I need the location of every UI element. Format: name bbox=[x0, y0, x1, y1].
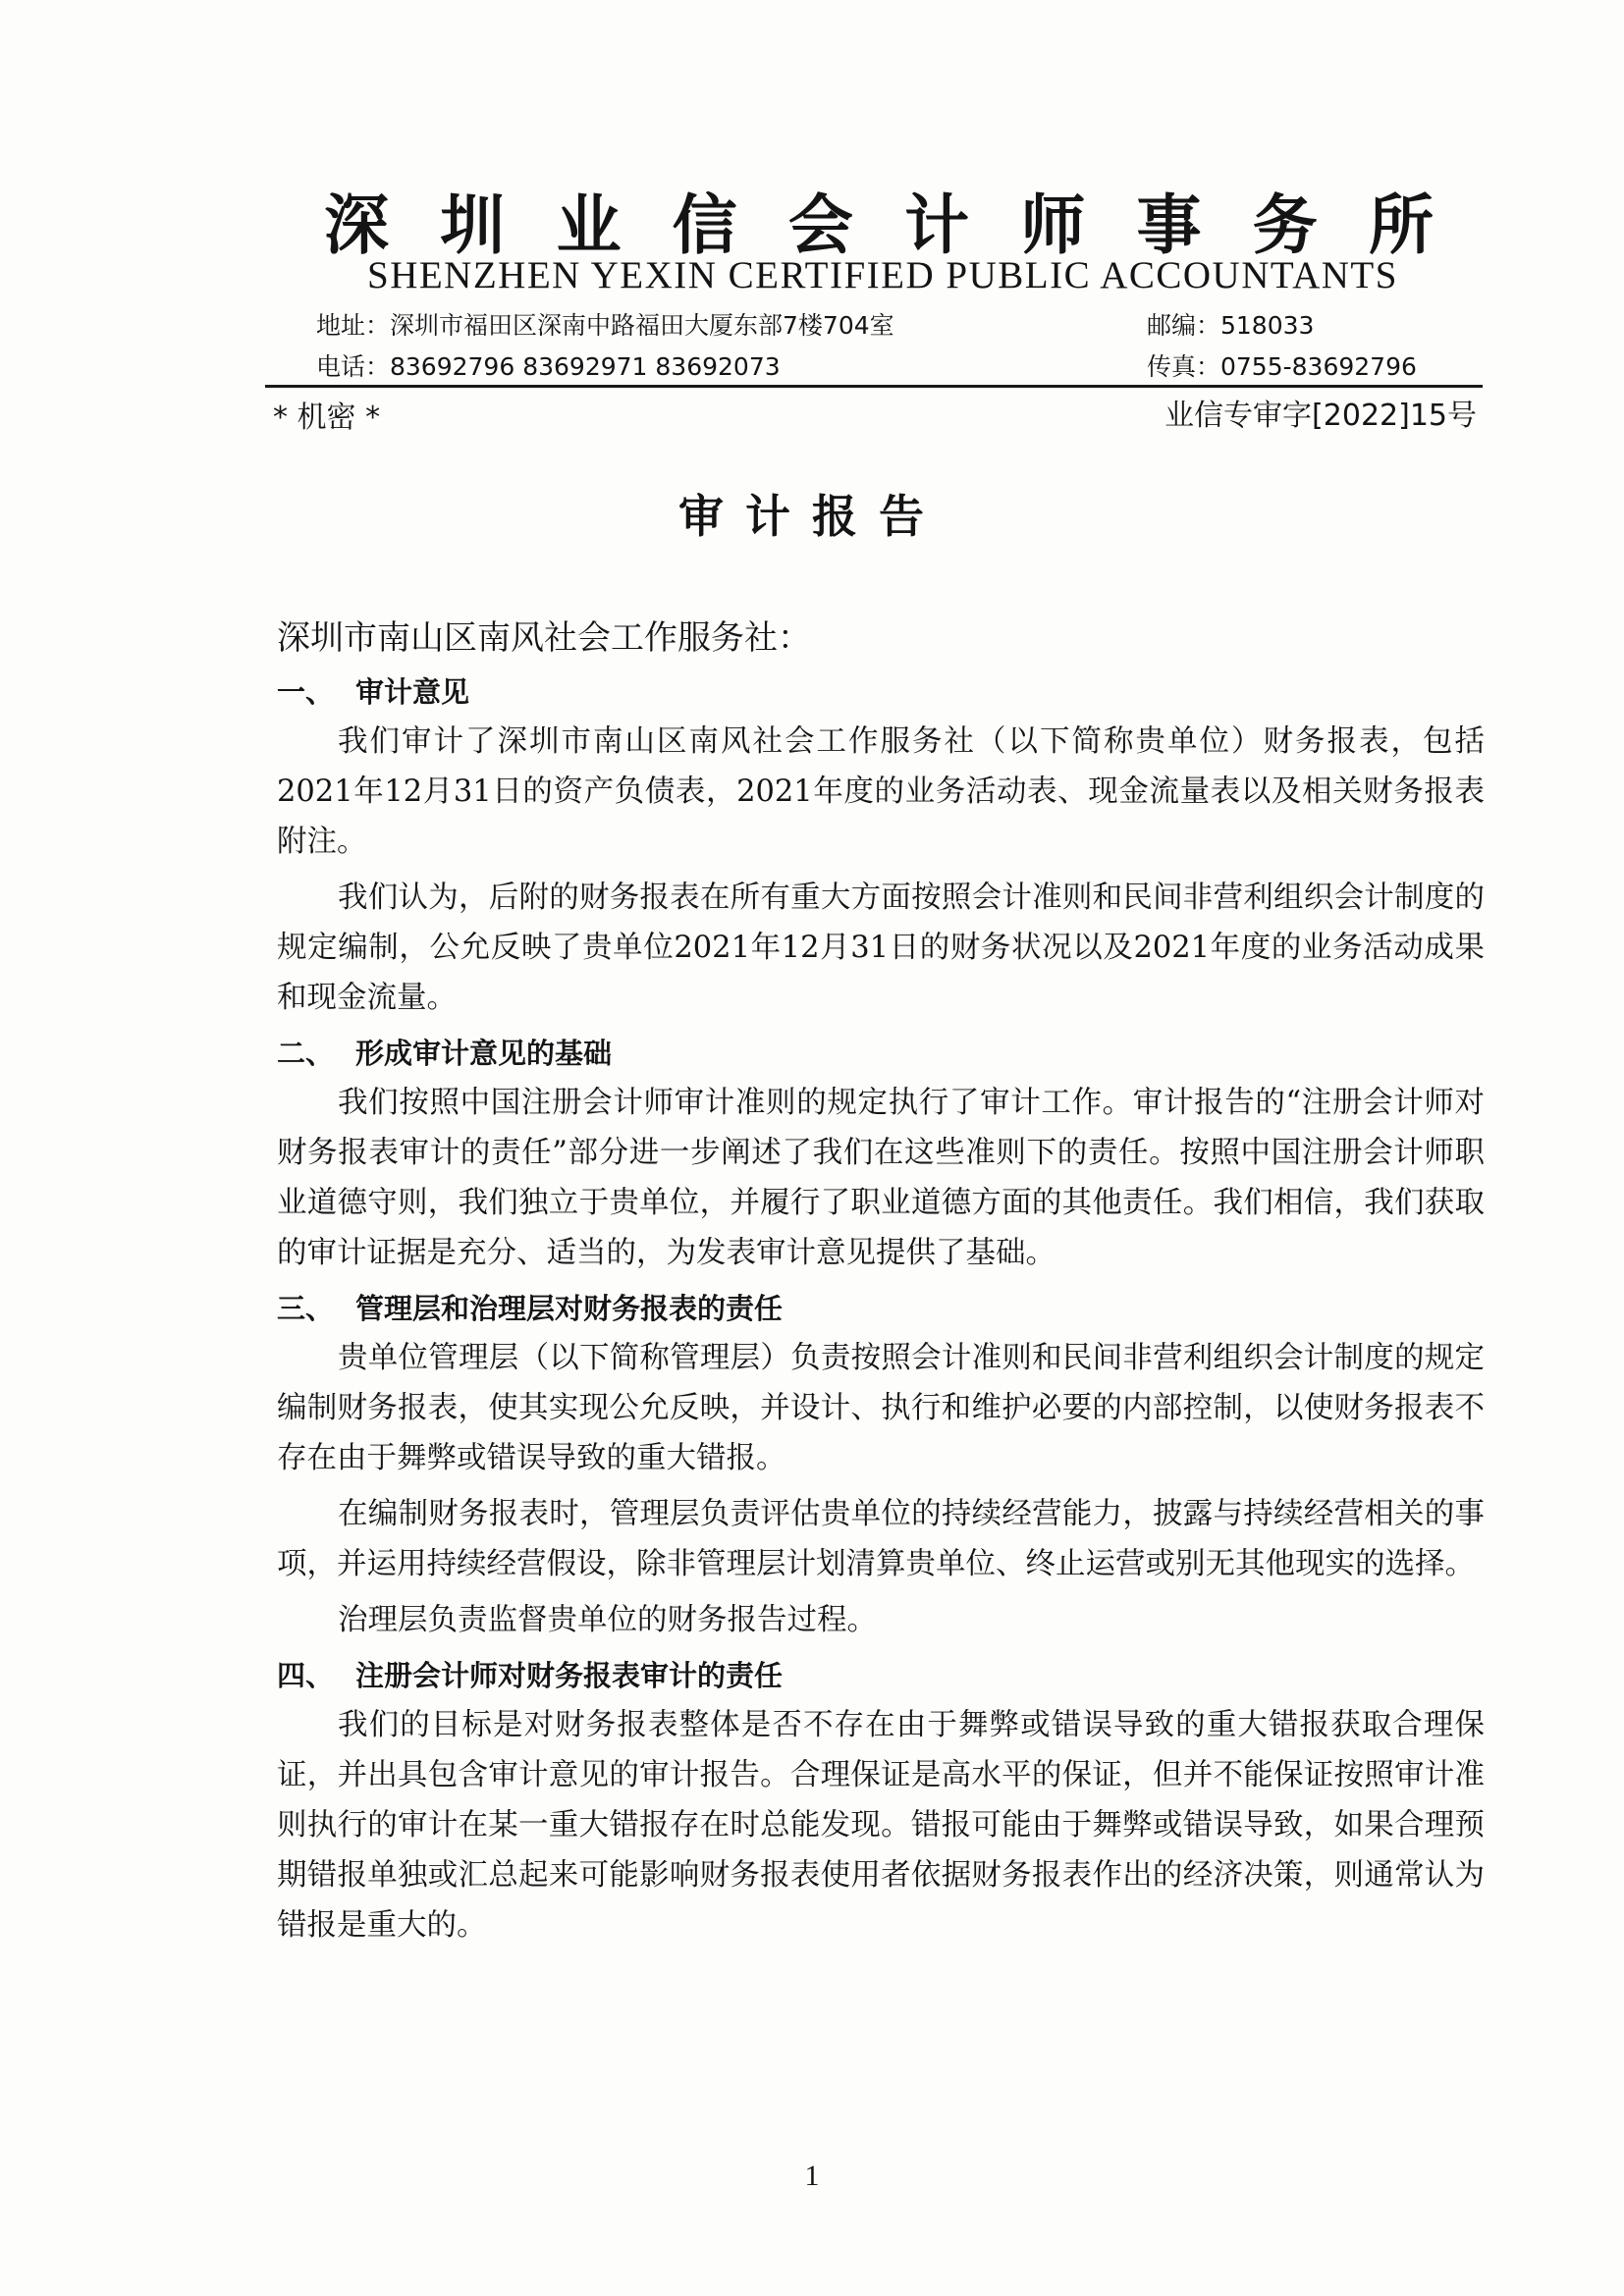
firm-phone: 电话：83692796 83692971 83692073 bbox=[316, 352, 781, 381]
page-number: 1 bbox=[804, 2160, 820, 2192]
firm-name-char: 师 bbox=[1020, 186, 1086, 263]
section-heading bbox=[277, 1029, 1485, 1078]
section-number: 三、 bbox=[277, 1292, 335, 1325]
section-heading bbox=[277, 1284, 1485, 1333]
firm-name-chinese bbox=[324, 175, 1434, 263]
body-paragraph: 我们的目标是对财务报表整体是否不存在由于舞弊或错误导致的重大错报获取合理保证，并出具包含审计意见的审计报告。合理保证是高水平的保证，但并不能保证按照审计准则执行的审计在某一重大错报存在时总能发现。错报可能由于舞弊或错误导致，如果合理预期错报单独或汇总起来可能影响财务报表使用者依据财务报表作出的经济决策，则通常认为错报是重大的。 bbox=[277, 1708, 1485, 1943]
section-title: 形成审计意见的基础 bbox=[355, 1037, 613, 1070]
body-paragraph: 在编制财务报表时，管理层负责评估贵单位的持续经营能力，披露与持续经营相关的事项，并运用持续经营假设，除非管理层计划清算贵单位、终止运营或别无其他现实的选择。 bbox=[277, 1497, 1485, 1581]
firm-name-char: 圳 bbox=[440, 186, 506, 263]
body-paragraph: 治理层负责监督贵单位的财务报告过程。 bbox=[338, 1603, 877, 1637]
firm-fax: 传真：0755-83692796 bbox=[1147, 352, 1417, 381]
section-number: 二、 bbox=[277, 1037, 335, 1070]
section-title: 审计意见 bbox=[355, 675, 470, 709]
firm-name-char: 业 bbox=[556, 186, 622, 263]
letterhead-divider bbox=[265, 385, 1483, 388]
firm-name-char: 信 bbox=[672, 186, 737, 263]
firm-name-char: 所 bbox=[1368, 186, 1434, 263]
confidential-mark: * 机密 * bbox=[273, 400, 381, 435]
firm-postcode: 邮编：518033 bbox=[1147, 311, 1315, 340]
report-body bbox=[277, 667, 1485, 1956]
section-number: 一、 bbox=[277, 675, 335, 709]
report-addressee: 深圳市南山区南风社会工作服务社： bbox=[277, 618, 811, 658]
section-heading bbox=[277, 667, 1485, 717]
firm-address: 地址：深圳市福田区深南中路福田大厦东部7楼704室 bbox=[316, 311, 894, 340]
firm-name-english: SHENZHEN YEXIN CERTIFIED PUBLIC ACCOUNTANTS bbox=[367, 254, 1398, 296]
firm-name-char: 务 bbox=[1252, 186, 1318, 263]
document-number: 业信专审字[2022]15号 bbox=[1164, 399, 1477, 433]
body-paragraph: 我们按照中国注册会计师审计准则的规定执行了审计工作。审计报告的“注册会计师对财务报表审计的责任”部分进一步阐述了我们在这些准则下的责任。按照中国注册会计师职业道德守则，我们独立于贵单位，并履行了职业道德方面的其他责任。我们相信，我们获取的审计证据是充分、适当的，为发表审计意见提供了基础。 bbox=[277, 1086, 1485, 1270]
report-title: 审计报告 bbox=[678, 490, 946, 543]
section-heading bbox=[277, 1651, 1485, 1700]
firm-name-char: 深 bbox=[324, 186, 389, 263]
section-title: 注册会计师对财务报表审计的责任 bbox=[355, 1659, 784, 1692]
body-paragraph: 我们审计了深圳市南山区南风社会工作服务社（以下简称贵单位）财务报表，包括2021年12月31日的资产负债表，2021年度的业务活动表、现金流量表以及相关财务报表附注。 bbox=[277, 724, 1485, 859]
section-title: 管理层和治理层对财务报表的责任 bbox=[355, 1292, 784, 1325]
section-number: 四、 bbox=[277, 1659, 335, 1692]
firm-name-char: 会 bbox=[787, 186, 853, 263]
firm-name-char: 事 bbox=[1136, 186, 1202, 263]
body-paragraph: 贵单位管理层（以下简称管理层）负责按照会计准则和民间非营利组织会计制度的规定编制财务报表，使其实现公允反映，并设计、执行和维护必要的内部控制，以使财务报表不存在由于舞弊或错误导致的重大错报。 bbox=[277, 1341, 1485, 1475]
body-paragraph: 我们认为，后附的财务报表在所有重大方面按照会计准则和民间非营利组织会计制度的规定编制，公允反映了贵单位2021年12月31日的财务状况以及2021年度的业务活动成果和现金流量。 bbox=[277, 881, 1485, 1015]
firm-name-char: 计 bbox=[904, 186, 970, 263]
